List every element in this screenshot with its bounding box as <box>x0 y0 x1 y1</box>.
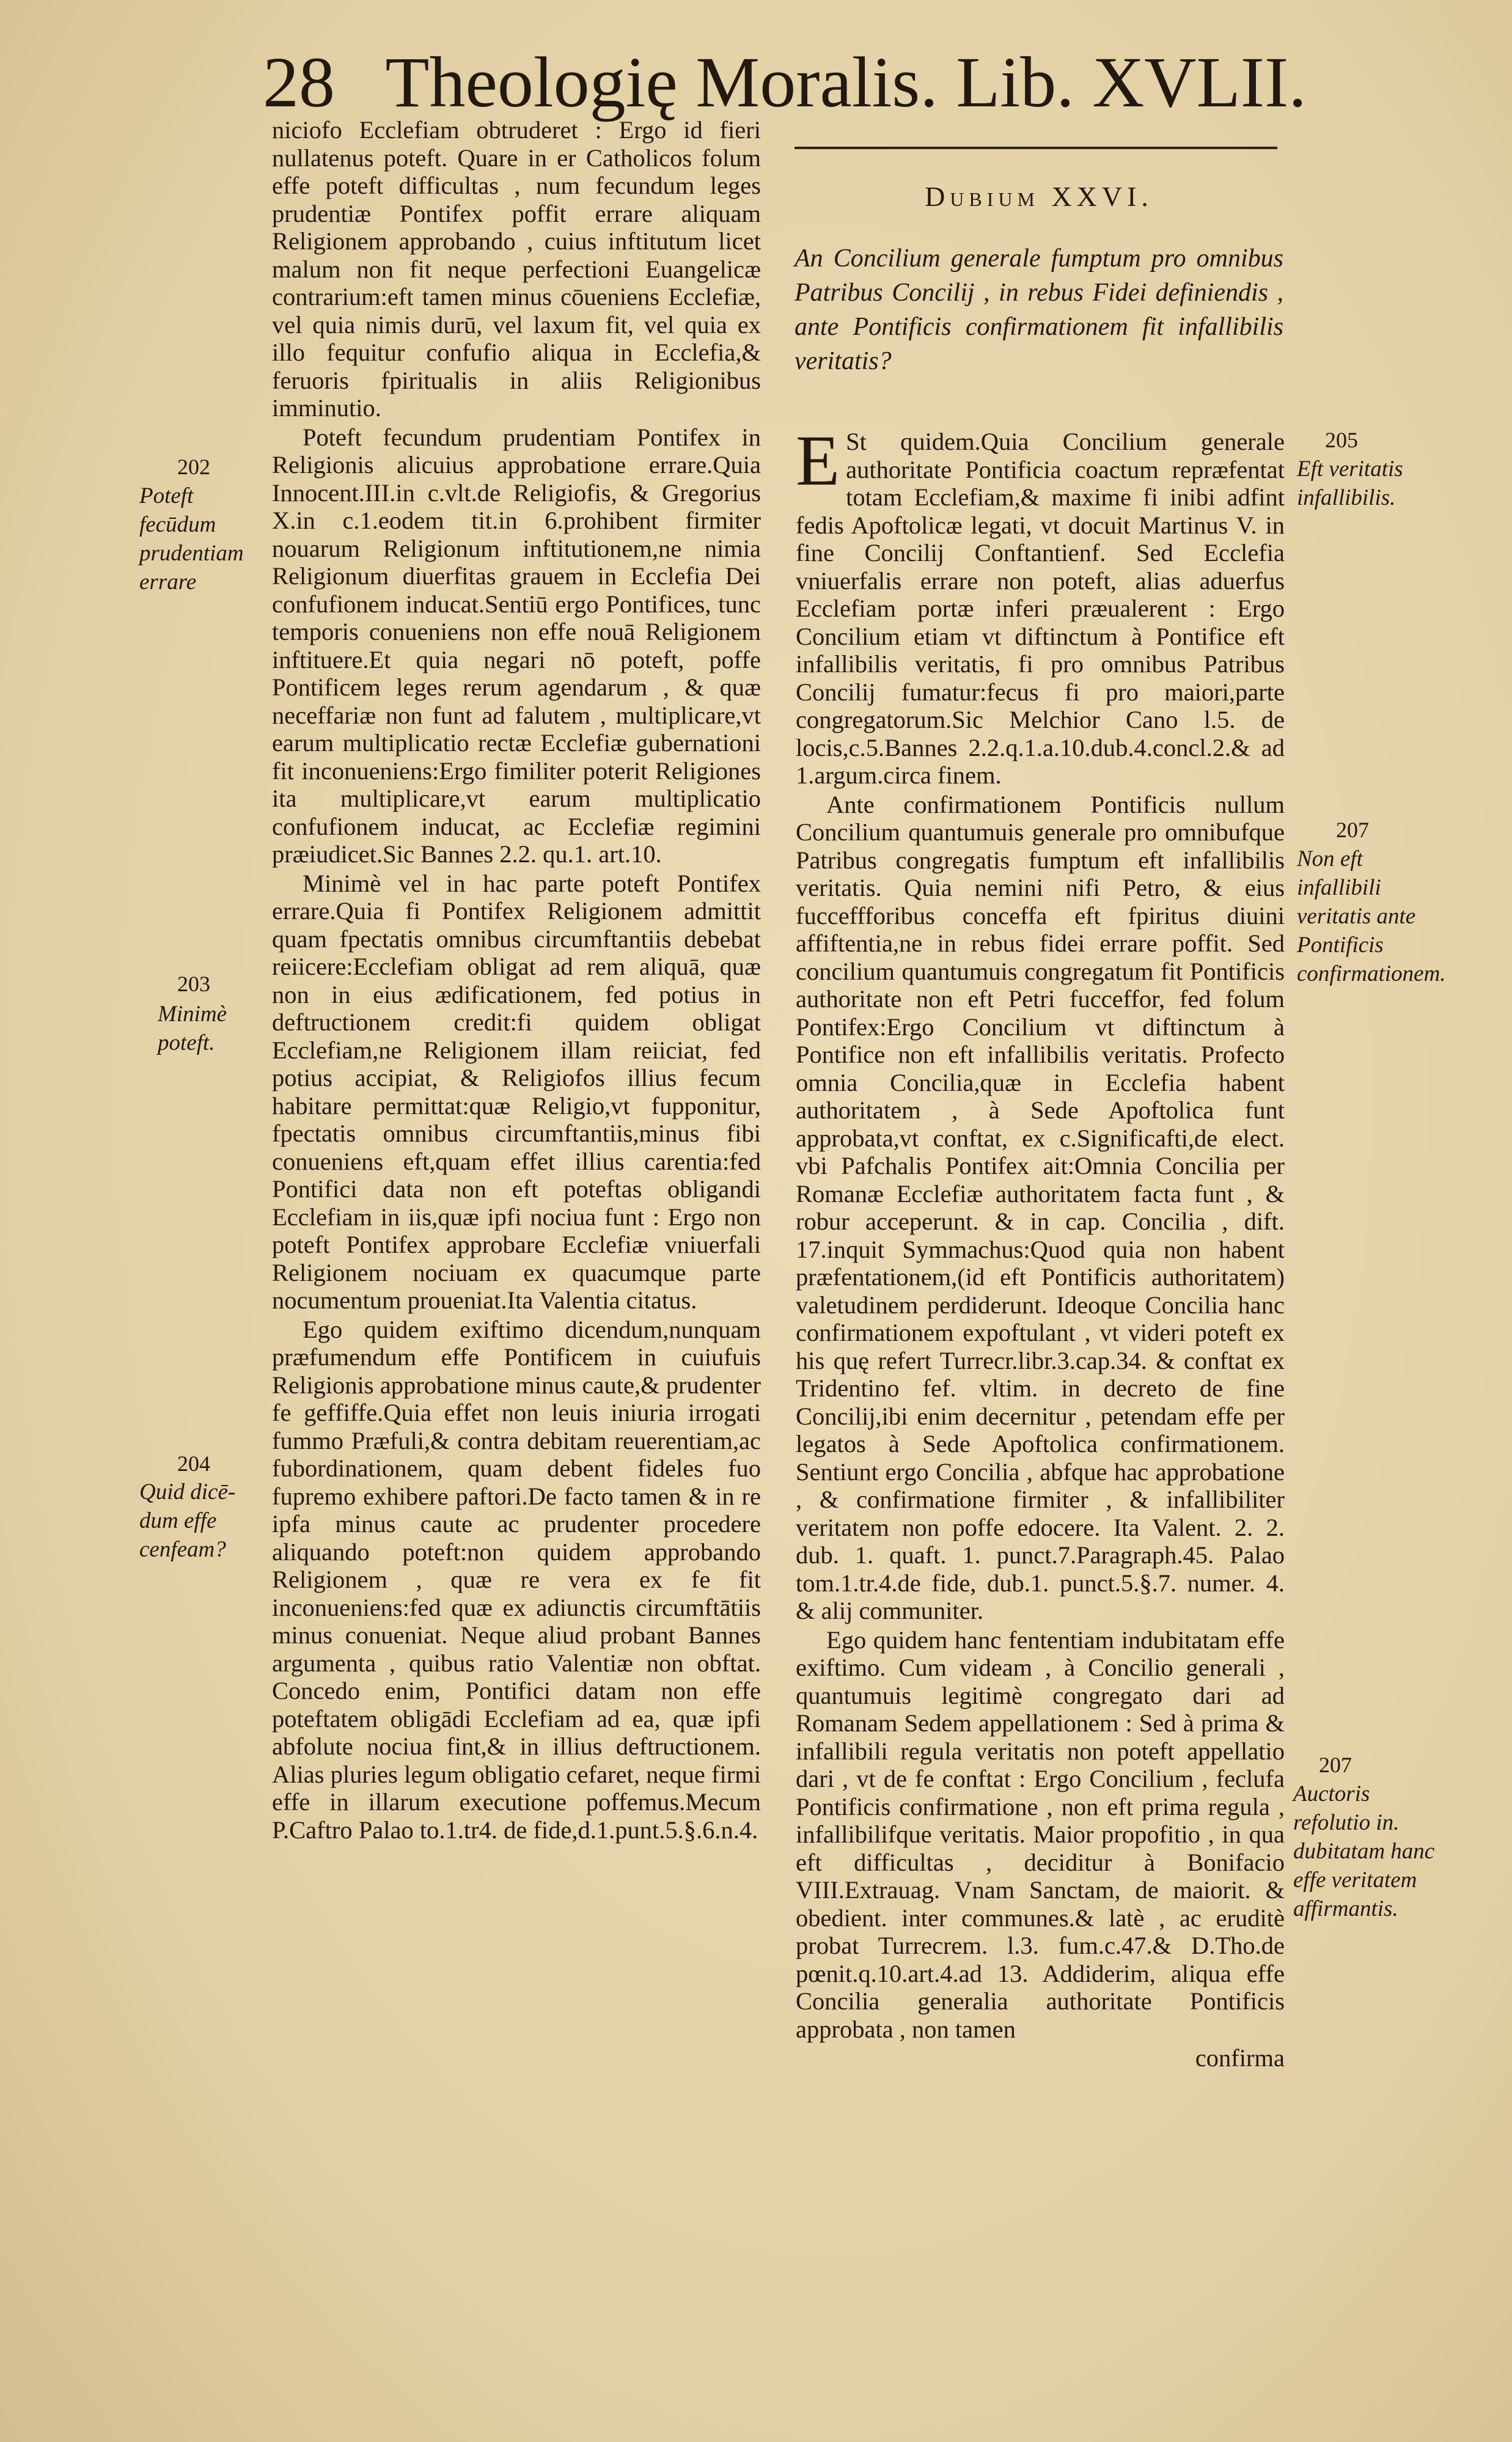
dubium-question: An Concilium generale fumptum pro omnibus Patribus Concilij , in rebus Fidei definiendis , ante Pontificis confirmationem fit infallibilis veritatis? <box>795 244 1283 375</box>
margin-note-202: Poteft fecūdum prudentiam errare <box>139 483 244 595</box>
margin-number-204: 204 <box>177 1451 210 1476</box>
margin-note-204: Quid dicē-dum effe cenfeam? <box>139 1480 236 1562</box>
section-rule <box>795 147 1277 149</box>
page-number: 28 <box>263 42 335 122</box>
margin-number-207b: 207 <box>1319 1753 1352 1777</box>
margin-number-207a: 207 <box>1336 818 1369 842</box>
left-column <box>272 116 761 1845</box>
left-paragraph-202: Poteft fecundum prudentiam Pontifex in Religionis alicuius approbatione errare.Quia Innocent.III.in c.vlt.de Religiofis, & Gregorius X.in c.1.eodem tit.in 6.prohibent firmiter nouarum Religionum inftitutionem,ne nimia Religionum diuerfitas grauem in Ecclefia Dei confufionem inducat.Sentiū ergo Pontifices, tunc temporis conueniens non effe nouā Religionem inftituere.Et quia negari nō poteft, poffe Pontificem leges rerum agendarum , & quæ neceffariæ non funt ad falutem , multiplicare,vt earum multiplicatio rectæ Ecclefiæ gubernationi fit inconueniens:Ergo fimiliter poterit Religiones ita multiplicare,vt earum multiplicatio confufionem inducat, ac Ecclefiæ regimini præiudicet.Sic Bannes 2.2. qu.1. art.10. <box>272 423 761 868</box>
running-header <box>263 37 1307 128</box>
margin-number-205: 205 <box>1325 428 1358 452</box>
margin-note-205: Eft veritatis infallibilis. <box>1297 457 1403 510</box>
right-paragraph-205 <box>796 420 1285 790</box>
margin-number-202: 202 <box>177 455 210 479</box>
margin-note-207a: Non eft infallibili veritatis ante Pontificis confirmationem. <box>1297 846 1446 986</box>
running-title: Theologię Moralis. Lib. XVLII. <box>385 42 1307 122</box>
catchword: confirma <box>1195 2044 1285 2072</box>
left-paragraph-1: niciofo Ecclefiam obtruderet : Ergo id fieri nullatenus poteft. Quare in er Catholicos folum effe poteft difficultas , num fecundum leges prudentiæ Pontifex poffit errare aliquam Religionem approbando , cuius inftitutum licet malum non fit neque perfectioni Euangelicæ contrarium:eft tamen minus cōueniens Ecclefiæ, vel quia nimis durū, vel laxum fit, vel quia ex illo fequitur confufio aliqua in Ecclefia,& feruoris fpiritualis in aliis Religionibus imminutio. <box>272 116 761 422</box>
left-paragraph-204: Ego quidem exiftimo dicendum,nunquam præfumendum effe Pontificem in cuiufuis Religionis approbatione minus caute,& prudenter fe geffiffe.Quia effet non leuis iniuria irrogati fummo Præfuli,& contra debitam reuerentiam,ac fubordinationem, quam debent fideles fuo fupremo exhibere paftori.De facto tamen & in re ipfa minus caute ac prudenter procedere aliquando poteft:non quidem approbando Religionem , quæ re vera ex fe fit inconueniens:fed quæ ex adiunctis circumftātiis minus conueniat. Neque aliud probant Bannes argumenta , quibus ratio Valentiæ non obftat. Concedo enim, Pontifici datam non effe poteftatem obligādi Ecclefiam ad ea, quæ ipfi abfolute nociua fint,& in illius deftructionem. Alias pluries legum obligatio cefaret, neque firmi effe in illarum executione poffemus.Mecum P.Caftro Palao to.1.tr4. de fide,d.1.punt.5.§.6.n.4. <box>272 1315 761 1844</box>
dubium-heading: Dubium XXVI. <box>925 181 1153 212</box>
drop-capital: E <box>796 420 840 501</box>
margin-note-207b: Auctoris refolutio in. dubitatam hanc effe veritatem affirmantis. <box>1293 1781 1435 1921</box>
right-column <box>796 420 1285 2072</box>
left-paragraph-203: Minimè vel in hac parte poteft Pontifex errare.Quia fi Pontifex Religionem admittit quam fpectatis omnibus circumftantiis debebat reiicere:Ecclefiam obligat ad rem aliquā, quæ non in eius ædificationem, fed potius in deftructionem credit:fi quidem obligat Ecclefiam,ne Religionem illam reiiciat, fed potius accipiat, & Religiofos illius fecum habitare permittat:quæ Religio,vt fupponitur, fpectatis omnibus circumftantiis,minus fibi conueniens eft,quam effet illius carentia:fed Pontifici data non eft poteftas obligandi Ecclefiam in iis,quæ ipfi nociua funt : Ergo non poteft Pontifex approbare Ecclefiæ vniuerfali Religionem nociuam ex quacumque parte nocumentum proueniat.Ita Valentia citatus. <box>272 869 761 1314</box>
margin-note-203: Minimè poteft. <box>158 1002 227 1055</box>
margin-number-203: 203 <box>177 972 210 996</box>
right-paragraph-205-text: St quidem.Quia Concilium generale authoritate Pontificia coactum repræfentat totam Ecclefiam,& maxime fi inibi adfint fedis Apoftolicæ legati, vt docuit Martinus V. in fine Concilij Conftantienf. Sed Ecclefia vniuerfalis errare non poteft, alias aduerfus Ecclefiam portæ inferi præualerent : Ergo Concilium etiam vt diftinctum à Pontifice eft infallibilis veritatis, fi pro omnibus Patribus Concilij fumatur:fecus fi pro maiori,parte congregatorum.Sic Melchior Cano l.5. de locis,c.5.Bannes 2.2.q.1.a.10.dub.4.concl.2.& ad 1.argum.circa finem. <box>796 428 1285 789</box>
right-paragraph-207a: Ante confirmationem Pontificis nullum Concilium quantumuis generale pro omnibufque Patribus congregatis fumptum eft infallibilis veritatis. Quia nemini nifi Petro, & eius fucceffforibus conceffa eft fpiritus diuini affiftentia,ne in rebus fidei errare poffit. Sed concilium quantumuis congregatum fit Pontificis authoritate non eft Petri fucceffor, fed folum Pontifex:Ergo Concilium vt diftinctum à Pontifice non eft infallibilis veritatis. Profecto omnia Concilia,quæ in Ecclefia habent authoritatem , à Sede Apoftolica funt approbata,vt conftat, ex c.Significafti,de elect. vbi Pafchalis Pontifex ait:Omnia Concilia per Romanæ Ecclefiæ authoritatem facta funt , & robur acceperunt. & in cap. Concilia , dift. 17.inquit Symmachus:Quod quia non habent præfentationem,(id eft Pontificis authoritatem) valetudinem perdiderunt. Ideoque Concilia hanc confirmationem expoftulant , vt videri poteft ex his quę refert Turrecr.libr.3.cap.34. & conftat ex Tridentino fef. vltim. in decreto de fine Concilij,ibi enim decernitur , petendam effe per legatos à Sede Apoftolica confirmationem. Sentiunt ergo Concilia , abfque hac approbatione , & confirmatione firmiter , & infallibiliter veritatem non poffe edocere. Ita Valent. 2. 2. dub. 1. quaft. 1. punct.7.Paragraph.45. Palao tom.1.tr.4.de fide, dub.1. punct.5.§.7. numer. 4. & alij communiter. <box>796 790 1285 1624</box>
right-paragraph-207b: Ego quidem hanc fententiam indubitatam effe exiftimo. Cum videam , à Concilio generali , quantumuis legitimè congregato dari ad Romanam Sedem appellationem : Sed à prima & infallibili regula veritatis non poteft appellatio dari , vt de fe conftat : Ergo Concilium , feclufa Pontificis confirmatione , non eft prima regula , infallibilifque veritatis. Maior propofitio , in qua eft difficultas , deciditur à Bonifacio VIII.Extrauag. Vnam Sanctam, de maiorit. & obedient. inter communes.& latè , ac eruditè probat Turrecrem. l.3. fum.c.47.& D.Tho.de pœnit.q.10.art.4.ad 13. Addiderim, aliqua effe Concilia generalia authoritate Pontificis approbata , non tamen <box>796 1626 1285 2043</box>
